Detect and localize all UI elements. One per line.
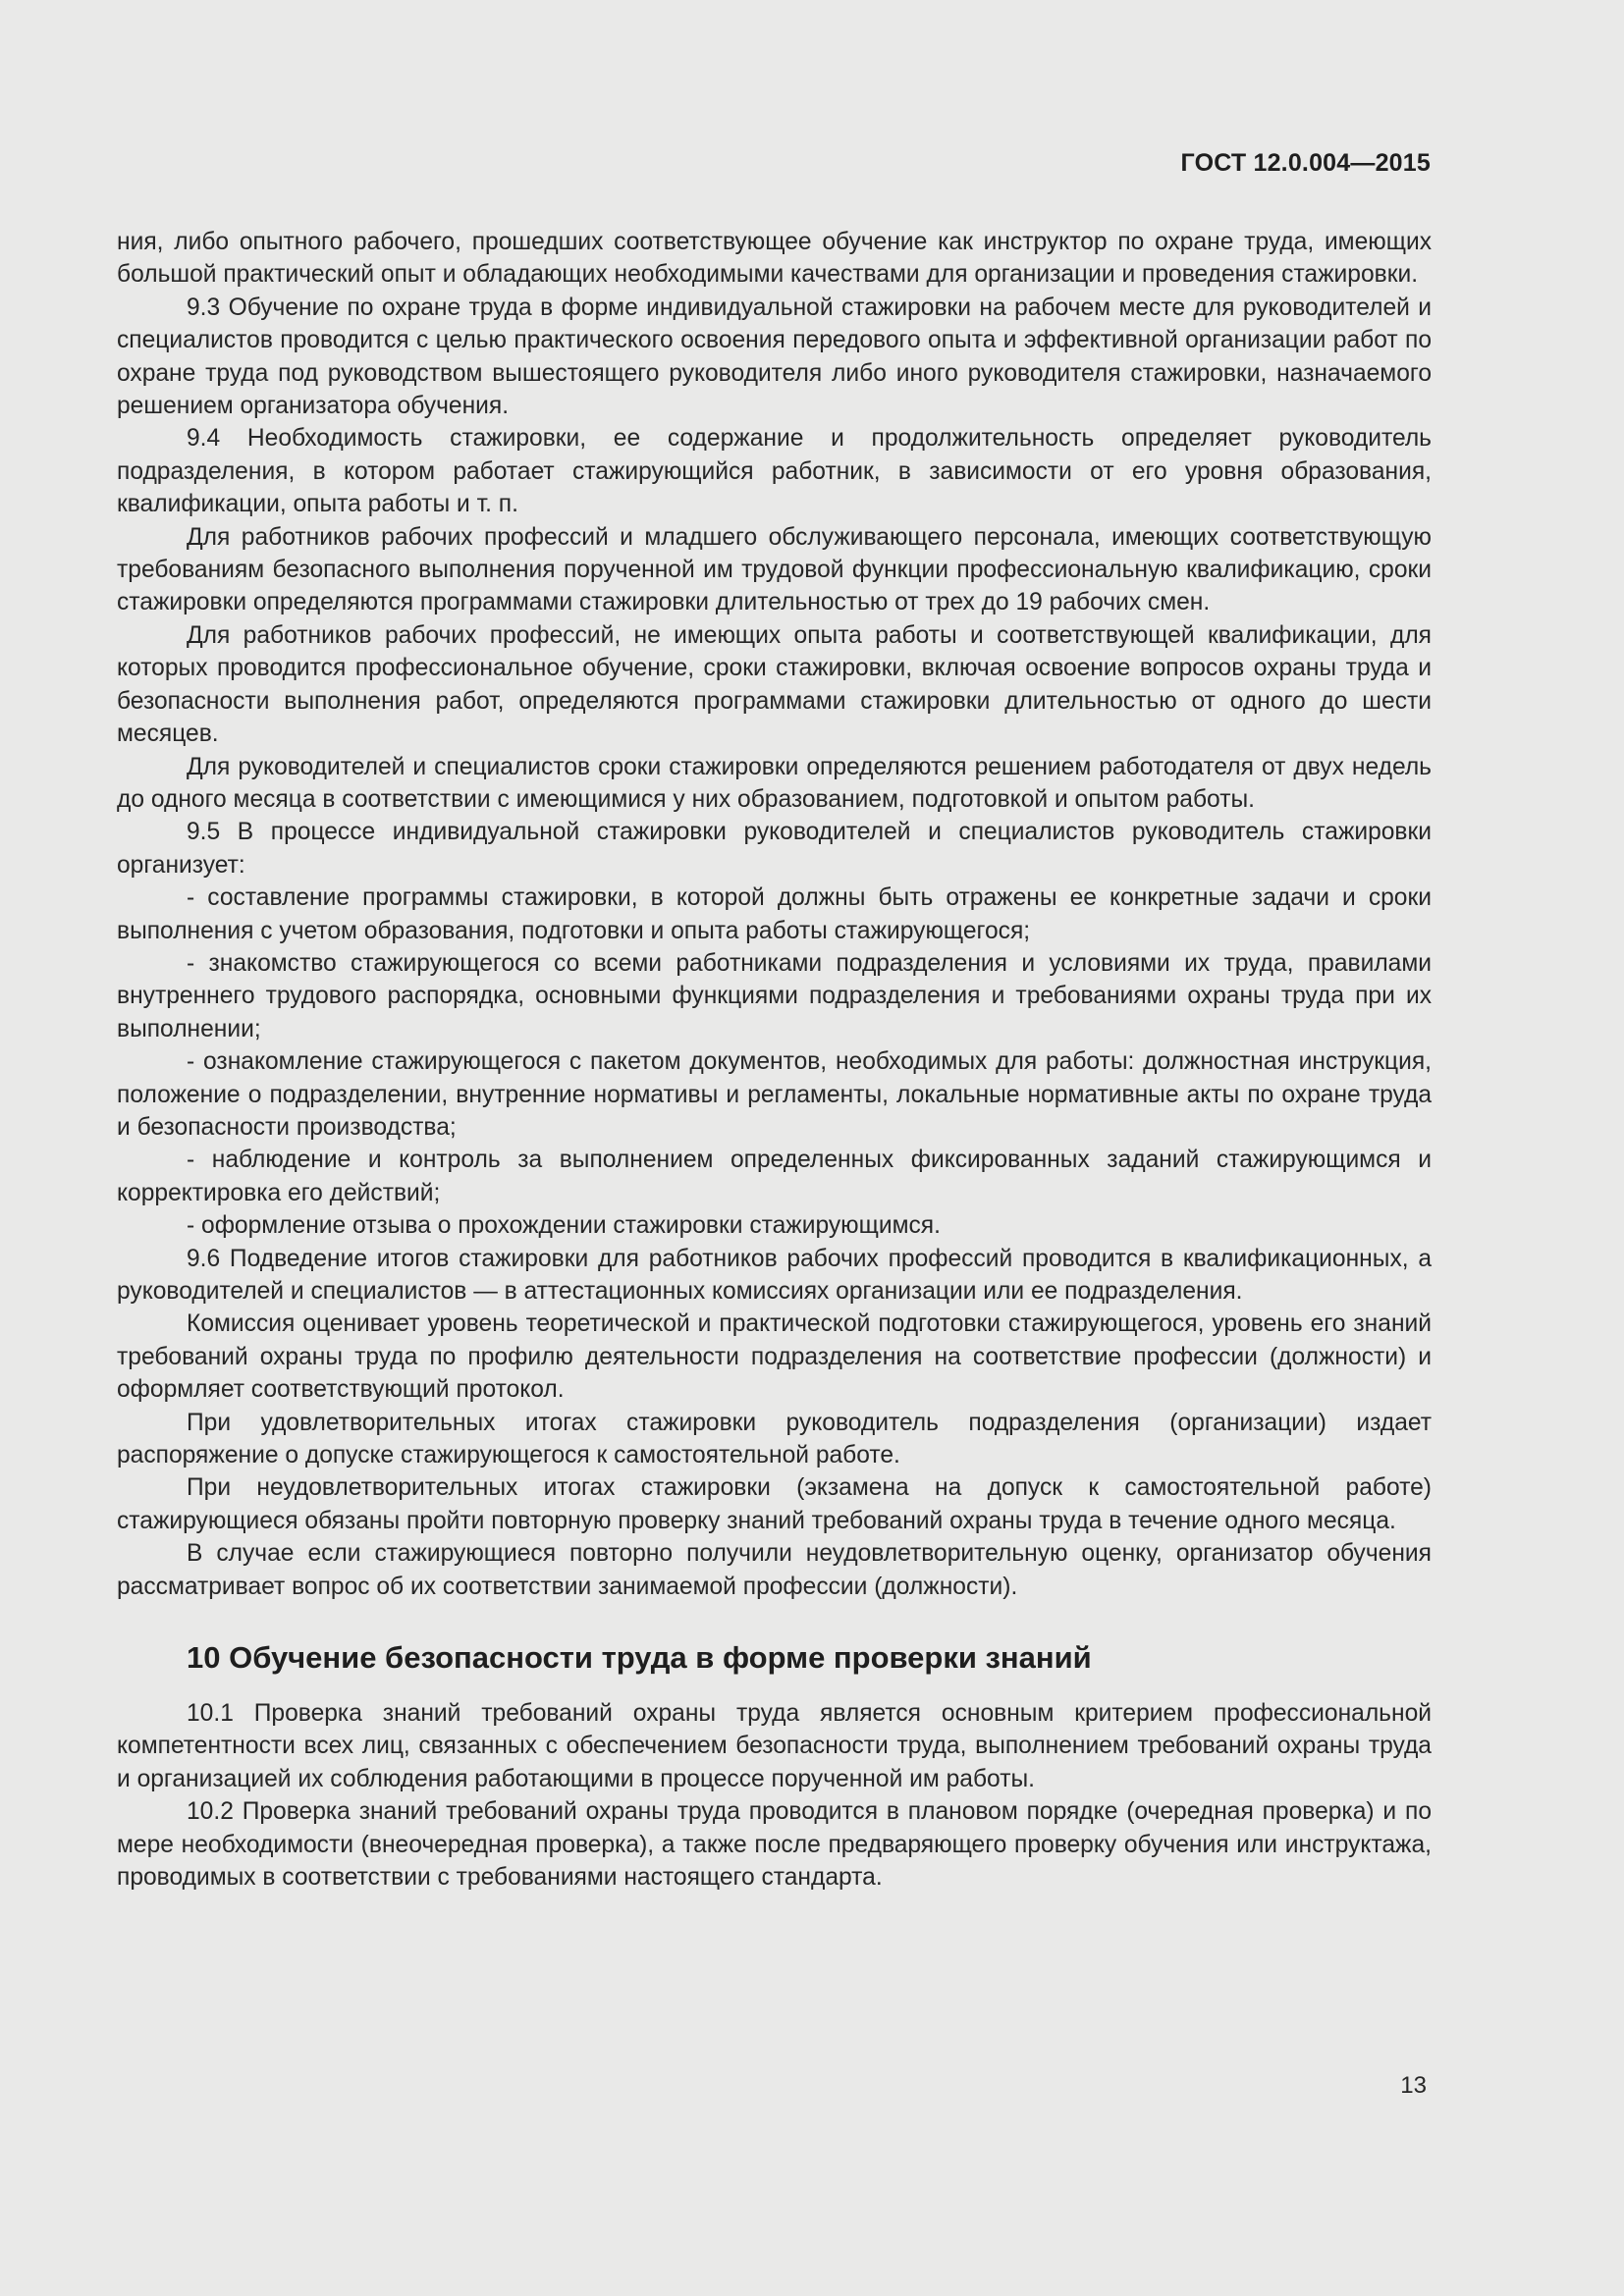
list-item: - составление программы стажировки, в которой должны быть отражены ее конкретные задачи и сроки выполнения с учетом образования, подготовки и опыта работы стажирующегося;: [117, 884, 1432, 944]
paragraph: При удовлетворительных итогах стажировки руководитель подразделения (организации) издает распоряжение о допуске стажирующегося к самостоятельной работе.: [117, 1409, 1432, 1469]
paragraph: Для руководителей и специалистов сроки стажировки определяются решением работодателя от двух недель до одного месяца в соответствии с имеющимися у них образованием, подготовкой и опытом работы.: [117, 753, 1432, 813]
section-title: 10 Обучение безопасности труда в форме проверки знаний: [187, 1640, 1092, 1676]
paragraph: ния, либо опытного рабочего, прошедших соответствующее обучение как инструктор по охране труда, имеющих большой практический опыт и обладающих необходимыми качествами для организации и проведения стажировки.: [117, 229, 1432, 289]
paragraph: Для работников рабочих профессий, не имеющих опыта работы и соответствующей квалификации, для которых проводится профессиональное обучение, сроки стажировки, включая освоение вопросов охраны труда и безопасности выполнения работ, определяются программами стажировки длительностью от одного до шести месяцев.: [117, 621, 1432, 748]
page-body: [117, 226, 1432, 1895]
list-item: - ознакомление стажирующегося с пакетом документов, необходимых для работы: должностная инструкция, положение о подразделении, внутренние нормативы и регламенты, локальные нормативные акты по охране труда и безопасности производства;: [117, 1048, 1432, 1141]
list-item: - знакомство стажирующегося со всеми работниками подразделения и условиями их труда, правилами внутреннего трудового распорядка, основными функциями подразделения и требованиями охраны труда при их выполнении;: [117, 949, 1432, 1042]
paragraph: 10.2 Проверка знаний требований охраны труда проводится в плановом порядке (очередная проверка) и по мере необходимости (внеочередная проверка), а также после предваряющего проверку обучения или инструктажа, проводимых в соответствии с требованиями настоящего стандарта.: [117, 1798, 1432, 1892]
paragraph: 9.5 В процессе индивидуальной стажировки руководителей и специалистов руководитель стажировки организует:: [117, 819, 1432, 879]
paragraph: В случае если стажирующиеся повторно получили неудовлетворительную оценку, организатор обучения рассматривает вопрос об их соответствии занимаемой профессии (должности).: [117, 1540, 1432, 1600]
paragraph: 9.6 Подведение итогов стажировки для работников рабочих профессий проводится в квалификационных, а руководителей и специалистов — в аттестационных комиссиях организации или ее подразделения.: [117, 1245, 1432, 1305]
list-item: - наблюдение и контроль за выполнением определенных фиксированных заданий стажирующимся и корректировка его действий;: [117, 1147, 1432, 1206]
paragraph: 9.3 Обучение по охране труда в форме индивидуальной стажировки на рабочем месте для руководителей и специалистов проводится с целью практического освоения передового опыта и эффективной организации работ по охране труда под руководством вышестоящего руководителя либо иного руководителя стажировки, назначаемого решением организатора обучения.: [117, 294, 1432, 420]
standard-header: ГОСТ 12.0.004—2015: [1180, 149, 1431, 177]
paragraph: 9.4 Необходимость стажировки, ее содержание и продолжительность определяет руководитель подразделения, в котором работает стажирующийся работник, в зависимости от его уровня образования, квалификации, опыта работы и т. п.: [117, 425, 1432, 518]
paragraph: 10.1 Проверка знаний требований охраны труда является основным критерием профессиональной компетентности всех лиц, связанных с обеспечением безопасности труда, выполнением требований охраны труда и организацией их соблюдения работающими в процессе порученной им работы.: [117, 1700, 1432, 1792]
page-number: 13: [1400, 2072, 1427, 2099]
paragraph: При неудовлетворительных итогах стажировки (экзамена на допуск к самостоятельной работе) стажирующиеся обязаны пройти повторную проверку знаний требований охраны труда в течение одного месяца.: [117, 1474, 1432, 1534]
paragraph: Комиссия оценивает уровень теоретической и практической подготовки стажирующегося, уровень его знаний требований охраны труда по профилю деятельности подразделения на соответствие профессии (должности) и оформляет соответствующий протокол.: [117, 1310, 1432, 1404]
list-item: - оформление отзыва о прохождении стажировки стажирующимся.: [187, 1212, 941, 1240]
paragraph: Для работников рабочих профессий и младшего обслуживающего персонала, имеющих соответствующую требованиям безопасного выполнения порученной им трудовой функции профессиональную квалификацию, сроки стажировки определяются программами стажировки длительностью от трех до 19 рабочих смен.: [117, 523, 1432, 616]
